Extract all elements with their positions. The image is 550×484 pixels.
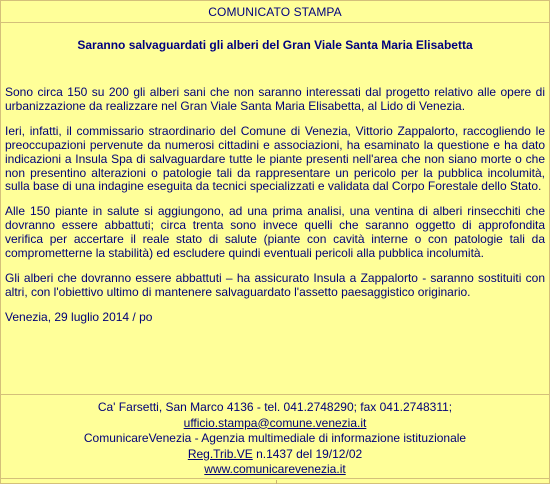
bottom-divider: [1, 478, 549, 479]
registry-link[interactable]: Reg.Trib.VE: [187, 446, 253, 461]
email-link[interactable]: ufficio.stampa@comune.venezia.it: [183, 415, 367, 430]
bottom-marker: [276, 480, 277, 484]
article-body: [5, 86, 545, 336]
registry-text: n.1437 del 19/12/02: [252, 446, 363, 461]
header-label: COMUNICATO STAMPA: [208, 5, 342, 19]
footer: [1, 400, 549, 478]
footer-address: Ca' Farsetti, San Marco 4136 - tel. 041.2748290; fax 041.2748311;: [97, 400, 453, 414]
website-link[interactable]: www.comunicarevenezia.it: [204, 462, 346, 477]
dateline: Venezia, 29 luglio 2014 / po: [5, 309, 153, 324]
header-bar: [1, 1, 549, 23]
paragraph: Alle 150 piante in salute si aggiungono, ad una prima analisi, una ventina di alberi rinsecchiti che dovranno essere abbattuti; circa trenta sono invece quelli che saranno oggetto di approfondita verifica per accertare il reale stato di salute (piante con cavità interne o con patologie tali da comprometterne la stabilità) ed escludere quindi eventuali pericoli alla pubblica incolumità.: [5, 204, 545, 261]
paragraph: Ieri, infatti, il commissario straordinario del Comune di Venezia, Vittorio Zappalorto, raccogliendo le preoccupazioni pervenute da numerosi cittadini e associazioni, ha esaminato la questione e ha dato indicazioni a Insula Spa di salvaguardare tutte le piante presenti nell'area che non siano morte o che non presentino alterazioni o patologie tali da rappresentare un pericolo per la pubblica incolumità, sulla base di una indagine eseguita da tecnici specializzati e validata dal Corpo Forestale dello Stato.: [5, 123, 545, 194]
headline: Saranno salvaguardati gli alberi del Gran Viale Santa Maria Elisabetta: [77, 38, 473, 52]
footer-website-line: [1, 462, 549, 478]
paragraph: Sono circa 150 su 200 gli alberi sani che non saranno interessati dal progetto relativo alle opere di urbanizzazione da realizzare nel Gran Viale Santa Maria Elisabetta, al Lido di Venezia.: [5, 85, 545, 113]
footer-registry-line: [1, 447, 549, 463]
footer-divider: [1, 394, 549, 395]
footer-email-line: [1, 416, 549, 432]
paragraph: Gli alberi che dovranno essere abbattuti – ha assicurato Insula a Zappalorto - saranno sostituiti con altri, con l'obiettivo ultimo di mantenere salvaguardato l'assetto paesaggistico originario.: [5, 270, 545, 299]
footer-agency: ComunicareVenezia - Agenzia multimediale di informazione istituzionale: [83, 431, 467, 446]
